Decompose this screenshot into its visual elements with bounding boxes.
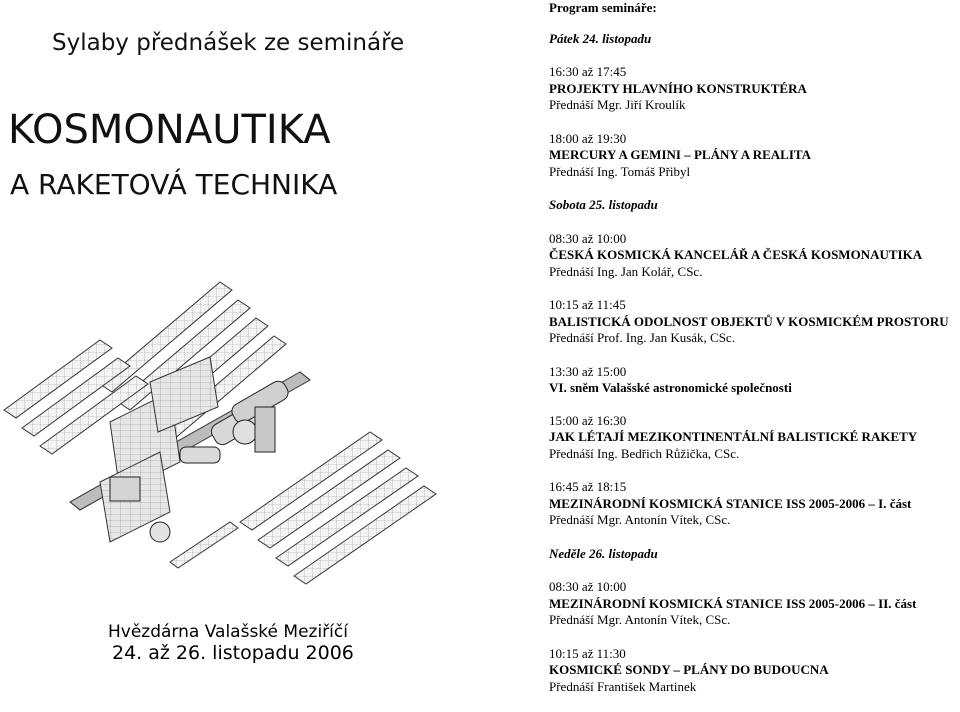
talk — [549, 297, 959, 347]
talk-speaker: Přednáší Ing. Bedřich Růžička, CSc. — [549, 445, 740, 461]
talk — [549, 579, 959, 629]
talk — [549, 231, 959, 281]
talk-title: MEZINÁRODNÍ KOSMICKÁ STANICE ISS 2005-2006 – I. část — [549, 495, 912, 511]
talk-time: 08:30 až 10:00 — [549, 579, 627, 594]
talk — [549, 364, 959, 397]
talk-speaker: Přednáší Ing. Jan Kolář, CSc. — [549, 263, 703, 279]
talk-title: MEZINÁRODNÍ KOSMICKÁ STANICE ISS 2005-2006 – II. část — [549, 595, 917, 611]
space-station-illustration — [0, 232, 440, 612]
subtitle: Sylaby přednášek ze semináře — [52, 30, 405, 56]
talk-title: MERCURY A GEMINI – PLÁNY A REALITA — [549, 147, 811, 162]
program-heading: Program semináře: — [549, 0, 657, 15]
day-label: Neděle 26. listopadu — [549, 545, 658, 561]
talk-time: 08:30 až 10:00 — [549, 230, 627, 246]
solar-array-lower-right — [240, 432, 436, 584]
talk-time: 13:30 až 15:00 — [549, 363, 627, 379]
talk — [549, 479, 959, 529]
talk-time: 10:15 až 11:30 — [549, 645, 626, 661]
talk-speaker: Přednáší Mgr. Jiří Kroulík — [549, 97, 686, 112]
talk — [549, 64, 959, 114]
seminar-date: 24. až 26. listopadu 2006 — [112, 642, 354, 664]
talk — [549, 413, 959, 463]
day-label: Sobota 25. listopadu — [549, 197, 658, 212]
talk-title: VI. sněm Valašské astronomické společnosti — [549, 380, 792, 395]
main-title: KOSMONAUTIKA — [8, 107, 331, 153]
talk-time: 10:15 až 11:45 — [549, 297, 626, 312]
talk-time: 16:45 až 18:15 — [549, 479, 627, 494]
talk-time: 15:00 až 16:30 — [549, 412, 627, 428]
place-name: Hvězdárna Valašské Meziříčí — [108, 622, 348, 642]
talk-title: PROJEKTY HLAVNÍHO KONSTRUKTÉRA — [549, 80, 807, 96]
talk-speaker: Přednáší František Martinek — [549, 678, 697, 694]
talk-title: KOSMICKÉ SONDY – PLÁNY DO BUDOUCNA — [549, 662, 829, 677]
talk-speaker: Přednáší Ing. Tomáš Přibyl — [549, 163, 691, 179]
talk-time: 16:30 až 17:45 — [549, 64, 627, 79]
program — [549, 0, 959, 712]
talk-title: BALISTICKÁ ODOLNOST OBJEKTŮ V KOSMICKÉM PROSTORU — [549, 313, 949, 329]
talk-time: 18:00 až 19:30 — [549, 130, 627, 146]
talk-title: ČESKÁ KOSMICKÁ KANCELÁŘ A ČESKÁ KOSMONAUTIKA — [549, 247, 923, 262]
talk-speaker: Přednáší Prof. Ing. Jan Kusák, CSc. — [549, 330, 735, 345]
talk-speaker: Přednáší Mgr. Antonín Vítek, CSc. — [549, 512, 731, 527]
talk-speaker: Přednáší Mgr. Antonín Vítek, CSc. — [549, 612, 731, 627]
day-label: Pátek 24. listopadu — [549, 30, 652, 46]
talk — [549, 131, 959, 181]
talk — [549, 646, 959, 696]
talk-title: JAK LÉTAJÍ MEZIKONTINENTÁLNÍ BALISTICKÉ RAKETY — [549, 429, 918, 444]
main-title-line2: A RAKETOVÁ TECHNIKA — [10, 168, 338, 201]
